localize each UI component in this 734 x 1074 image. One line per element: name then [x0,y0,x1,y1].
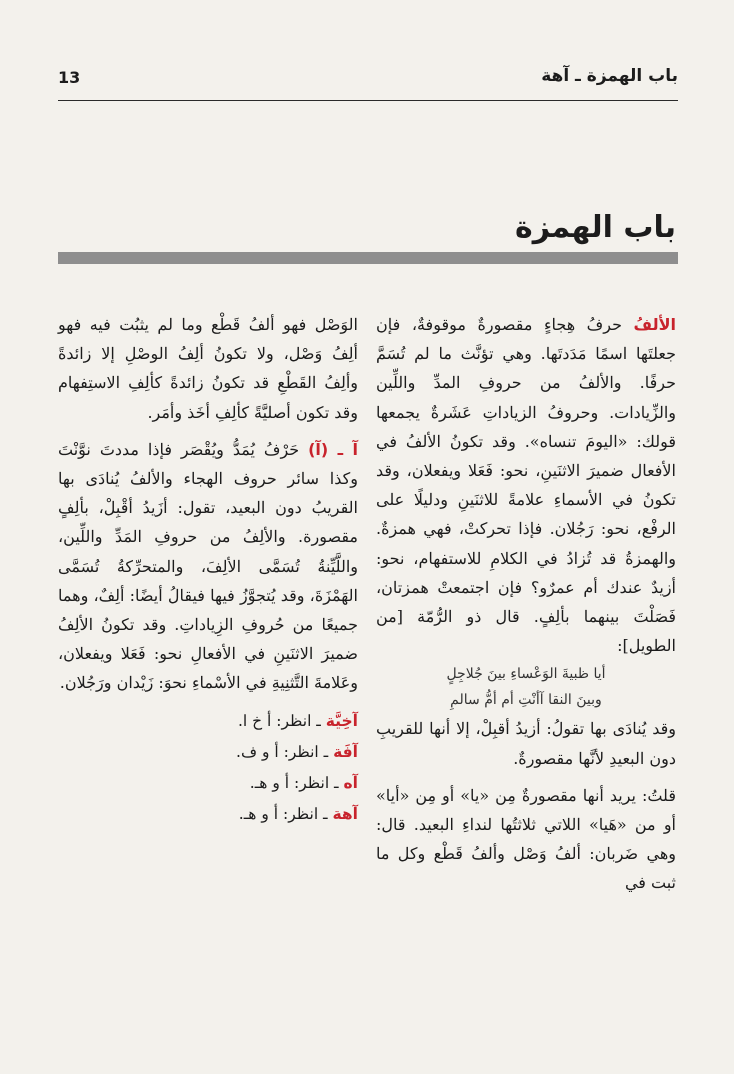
cross-ref-item [58,737,358,768]
cross-ref-text: ـ انظر: أ و هـ. [249,773,339,792]
cross-references [58,706,358,830]
cross-ref-text: ـ انظر: أ خ ا. [237,711,321,730]
entry-alif-text: حرفُ هِجاءٍ مقصورةٌ موقوفةٌ، فإن جعلتَها اسمًا مَدَدتَها. وهي تؤنَّث ما لم تُسَمَّ حرفًا. والألفُ من حروفِ المدِّ واللِّين والزِّيادات. وحروفُ الزياداتِ عَشَرةٌ يجمعها قولك: «اليومَ تنساه». وقد تكونُ الألفُ في الأفعال ضميرَ الاثنَينِ، نحو: فَعَلا ويفعلان، وقد تكونُ في الأسماءِ علامةً للاثنَينِ ودليلًا على الرفْع، نحو: رَجُلان. فإذا تحركتْ، فهي همزةٌ. والهمزةُ قد تُزادُ في الكلامِ للاستفهام، نحو: أزيدٌ عندك أم عمرٌو؟ فإن اجتمعتْ همزتان، فَصَلْتَ بينهما بألِفٍ. قال ذو الرُّمّة [من الطويل]: [376,315,676,656]
headword-aa: آ ـ (آ) [308,439,358,459]
cross-ref-text: ـ انظر: أ و ف. [236,742,329,761]
cross-ref-text: ـ انظر: أ و هـ. [238,804,328,823]
chapter-title: باب الهمزة [515,210,676,245]
running-head: باب الهمزة ـ آهة [541,66,678,86]
left-column [58,310,358,830]
headword-alif: الألفُ [633,315,676,334]
cross-ref-word: آخِيَّة [325,711,358,730]
cross-ref-item [58,768,358,799]
entry-aa-text: حَرْفُ يُمَدُّ ويُقْصَر فإذا مددتَ نوَّنْتَ وكذا سائر حروف الهجاء والألفُ يُنادَى بها القريبُ دون البعيد، تقول: أزَيدُ أقْبِلْ، بألِفٍ مقصورة. والألِفُ من حروفِ المَدِّ واللِّين، واللَّيِّنةُ تُسَمَّى الألِفَ، والمتحرِّكةُ تُسَمَّى الهَمْزَةَ، وقد يُتجوَّزُ فيها فيقالُ أيضًا: ألِفٌ، وهما جميعًا من حُروفِ الزِياداتِ. وقد تكونُ الألِفُ ضميرَ الاثنَينِ في الأفعالِ نحو: فَعَلا ويفعلان، وعَلامةَ التَّثنِيةِ في الأسْماءِ نحوَ: زَيْدان ورَجُلان. [58,439,358,693]
verse-line-1: أيا ظبيةَ الوَعْساءِ بينَ جُلاجِلٍ [446,666,606,683]
cross-ref-word: آفَة [333,742,358,761]
paragraph-wasl: الوَصْل فهو ألفُ قَطْع وما لم يثبُت فيه فهو ألِفُ وَصْل، ولا تكونُ ألِفُ الوصْلِ إلا زائدةً وألِفُ القَطْعِ قد تكونُ زائدةً كألِفِ الاستِفهام وقد تكون أصليَّةً كألِفِ أخَذ وأمَر. [58,315,358,422]
entry-aa [58,435,358,698]
cross-ref-item [58,706,358,737]
cross-ref-word: آهة [332,804,358,823]
page-number: 13 [58,68,81,87]
paragraph-qultu: قلتُ: يريد أنها مقصورةٌ مِن «يا» أو مِن «أيا» أو من «هَيا» اللاتي ثلاثتُها لنداءِ البعيد. قال: وهي ضَربان: ألفُ وَصْل وألفُ قَطْع وكل ما ثبت في [376,785,676,893]
title-rule [58,252,678,264]
page-header [58,66,678,101]
entry-alif [376,310,676,660]
cross-ref-item [58,799,358,830]
right-column [376,310,676,898]
verse-line-2: وبينَ النقا آأنْتِ أم أمُّ سالمِ [450,692,602,709]
paragraph-nida: وقد يُنادَى بها تقولُ: أزيدُ أقبِلْ، إلا أنها للقريبِ دون البعيدِ لأنَّها مقصورةٌ. [376,719,676,768]
cross-ref-word: آه [343,773,358,792]
